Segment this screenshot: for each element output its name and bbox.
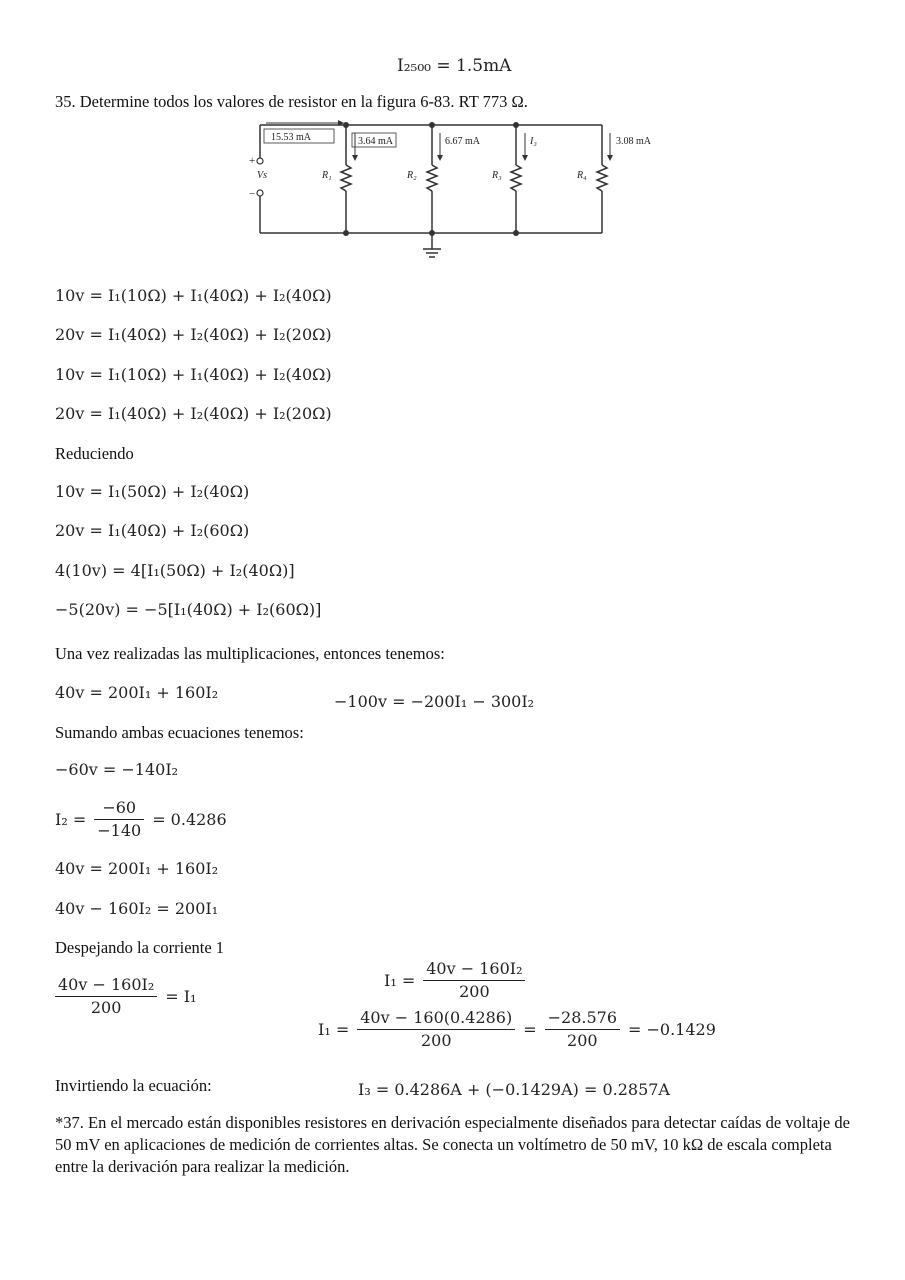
resistor-r3: [511, 165, 521, 191]
equation-40v: 40v = 200I₁ + 160I₂: [55, 683, 219, 702]
i1-numeric-numerator-1: 40v − 160(0.4286): [357, 1007, 515, 1030]
label-plus: +: [249, 155, 256, 167]
i1-symbolic-lhs: I₁ =: [384, 971, 416, 990]
i2-rhs: = 0.4286: [152, 810, 227, 829]
i1-numeric-denominator-2: 200: [567, 1031, 598, 1050]
i1-symbolic-numerator: 40v − 160I₂: [423, 958, 525, 981]
despejando-text: Despejando la corriente 1: [55, 938, 225, 957]
equation-a1: 10v = I₁(10Ω) + I₁(40Ω) + I₂(40Ω): [55, 286, 332, 305]
frac-left-equation: [55, 974, 196, 1019]
label-total-current: 15.53 mA: [271, 132, 311, 143]
resistor-r1: [341, 165, 351, 191]
label-r3: R₃: [492, 170, 502, 181]
i1-numeric-rhs: = −0.1429: [628, 1020, 716, 1039]
frac-left-denominator: 200: [90, 998, 122, 1017]
label-i-r2: 6.67 mA: [445, 136, 480, 147]
problem-37-text: *37. En el mercado están disponibles resistores en derivación especialmente diseñados para detectar caídas de voltaje de 50 mV en aplicaciones de medición de corrientes altas. Se conecta un voltímetro de 50 mV, 10 kΩ de escala completa entre la derivación para realizar la medición.: [55, 1113, 850, 1176]
source-plus-terminal: [257, 158, 263, 164]
header-equation: I₂₅₀₀ = 1.5mA: [397, 56, 512, 76]
i1-arrow-icon: [352, 155, 358, 161]
i1-numeric-numerator-2: −28.576: [545, 1007, 620, 1030]
i2-arrow-icon: [437, 155, 443, 161]
resistor-r4: [597, 165, 607, 191]
equation-b3: 4(10v) = 4[I₁(50Ω) + I₂(40Ω)]: [55, 561, 295, 580]
equation-40v-b: 40v = 200I₁ + 160I₂: [55, 859, 219, 878]
equation-a2: 20v = I₁(40Ω) + I₂(40Ω) + I₂(20Ω): [55, 325, 332, 344]
i4-arrow-icon: [607, 155, 613, 161]
frac-left-rhs: = I₁: [165, 987, 197, 1006]
i1-symbolic-denominator: 200: [459, 982, 490, 1001]
equation-minus100v: −100v = −200I₁ − 300I₂: [334, 692, 535, 711]
i2-fraction: [94, 797, 144, 842]
i3-equation: I₃ = 0.4286A + (−0.1429A) = 0.2857A: [358, 1080, 670, 1099]
i2-equation: [55, 797, 227, 842]
equation-40v-c: 40v − 160I₂ = 200I₁: [55, 899, 219, 918]
i1-numeric-equals: =: [523, 1020, 537, 1039]
i1-symbolic-fraction: [423, 958, 525, 1003]
sumando-text: Sumando ambas ecuaciones tenemos:: [55, 723, 304, 742]
invirtiendo-text: Invirtiendo la ecuación:: [55, 1076, 212, 1095]
problem-35-text: 35. Determine todos los valores de resistor en la figura 6-83. RT 773 Ω.: [55, 92, 528, 111]
label-i-r1: 3.64 mA: [358, 136, 393, 147]
equation-minus60v: −60v = −140I₂: [55, 760, 179, 779]
i1-numeric-fraction-2: [545, 1007, 620, 1052]
label-i-r3: I₃: [530, 136, 537, 147]
i1-numeric-lhs: I₁ =: [318, 1020, 350, 1039]
label-vs: Vs: [257, 170, 267, 181]
label-r1: R₁: [322, 170, 332, 181]
equation-a3: 10v = I₁(10Ω) + I₁(40Ω) + I₂(40Ω): [55, 365, 332, 384]
i2-denominator: −140: [97, 821, 142, 840]
i1-numeric-equation: [318, 1007, 716, 1052]
source-minus-terminal: [257, 190, 263, 196]
i1-numeric-fraction-1: [357, 1007, 515, 1052]
equation-b4: −5(20v) = −5[I₁(40Ω) + I₂(60Ω)]: [55, 600, 322, 619]
equation-a4: 20v = I₁(40Ω) + I₂(40Ω) + I₂(20Ω): [55, 404, 332, 423]
label-i-r4: 3.08 mA: [616, 136, 651, 147]
equation-b1: 10v = I₁(50Ω) + I₂(40Ω): [55, 482, 250, 501]
i2-lhs: I₂ =: [55, 810, 87, 829]
multiplicaciones-text: Una vez realizadas las multiplicaciones, entonces tenemos:: [55, 644, 445, 663]
label-r4: R₄: [577, 170, 587, 181]
resistor-r2: [427, 165, 437, 191]
label-r2: R₂: [407, 170, 417, 181]
label-minus: −: [249, 188, 256, 200]
frac-left: [55, 974, 157, 1019]
i1-symbolic-equation: [384, 958, 525, 1003]
frac-left-numerator: 40v − 160I₂: [55, 974, 157, 997]
i3-arrow-icon: [522, 155, 528, 161]
equation-b2: 20v = I₁(40Ω) + I₂(60Ω): [55, 521, 250, 540]
reduciendo-label: Reduciendo: [55, 444, 134, 463]
i2-numerator: −60: [94, 797, 144, 820]
i1-numeric-denominator-1: 200: [420, 1031, 452, 1050]
circuit-diagram: [240, 115, 670, 265]
